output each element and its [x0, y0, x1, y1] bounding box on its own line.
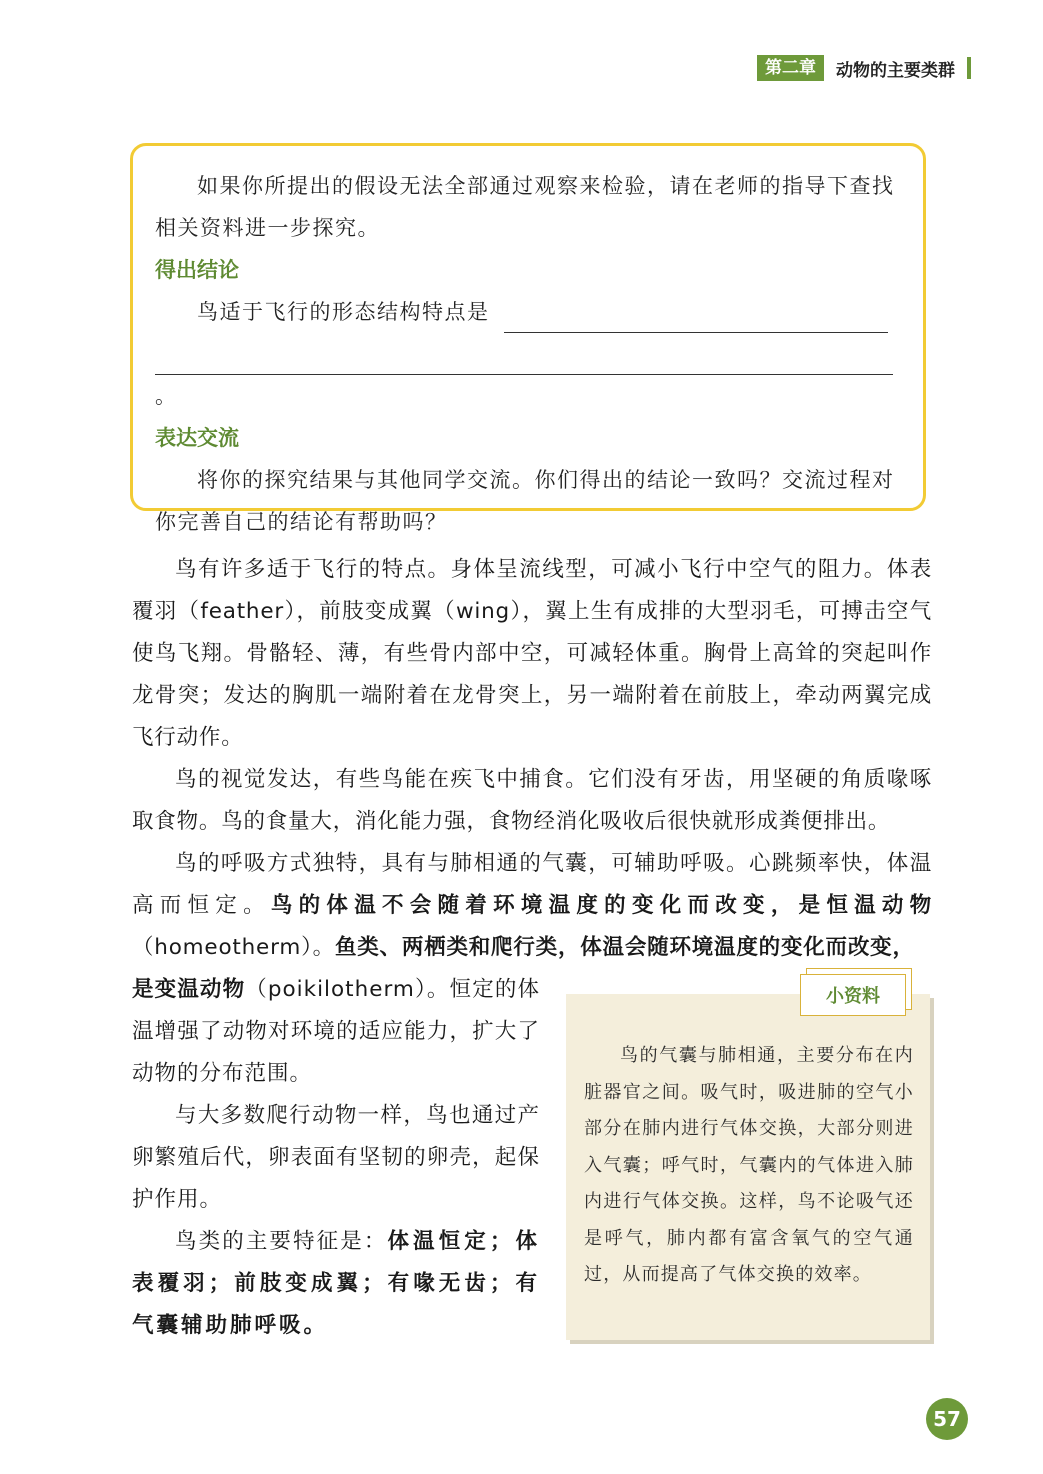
text-span: （poikilotherm）。恒定的体温增强了动物对环境的适应能力，扩大了动物的分布范围。: [132, 977, 540, 1086]
info-tag: 小资料: [800, 974, 906, 1016]
conclusion-prompt: 鸟适于飞行的形态结构特点是: [197, 300, 490, 324]
box-intro: 如果你所提出的假设无法全部通过观察来检验，请在老师的指导下查找相关资料进一步探究。: [155, 174, 895, 240]
text-span: 鸟的呼吸方式独特，具有与肺相通的气囊，可辅助呼吸。心跳频率快，体温高而恒定。: [132, 851, 932, 918]
conclusion-line: [155, 291, 907, 333]
period: 。: [155, 384, 178, 408]
paragraph-vision: 鸟的视觉发达，有些鸟能在疾飞中捕食。它们没有牙齿，用坚硬的角质喙啄取食物。鸟的食量大，消化能力强，食物经消化吸收后很快就形成粪便排出。: [132, 767, 932, 834]
inquiry-box: [130, 143, 926, 534]
paragraph-respiration: [132, 843, 932, 969]
text-span: 鸟类的主要特征是：: [175, 1229, 388, 1254]
bold-span: 鱼类、两栖类和爬行类，体温会随环境温度的变化而改变，: [334, 935, 915, 960]
chapter-title: 动物的主要类群: [836, 60, 955, 81]
text-span: （homeotherm）。: [132, 935, 335, 960]
heading-conclusion: 得出结论: [155, 258, 239, 282]
box-exchange: 将你的探究结果与其他同学交流。你们得出的结论一致吗？交流过程对你完善自己的结论有帮助吗？: [155, 468, 895, 534]
chapter-bar: [967, 57, 971, 79]
paragraph-reproduction: 与大多数爬行动物一样，鸟也通过产卵繁殖后代，卵表面有坚韧的卵壳，起保护作用。: [132, 1103, 540, 1212]
info-paragraph: 鸟的气囊与肺相通，主要分布在内脏器官之间。吸气时，吸进肺的空气小部分在肺内进行气体交换，大部分则进入气囊；呼气时，气囊内的气体进入肺内进行气体交换。这样，鸟不论吸气还是呼气，肺内都有富含氧气的空气通过，从而提高了气体交换的效率。: [584, 1045, 914, 1285]
chapter-tag: 第二章: [757, 55, 824, 81]
page-number: 57: [926, 1398, 968, 1440]
info-sidebar: [566, 986, 930, 1340]
answer-blank-2[interactable]: [155, 348, 893, 375]
bold-span: 鸟的体温不会随着环境温度的变化而改变，是恒温动物: [270, 893, 932, 918]
paragraph-flight: 鸟有许多适于飞行的特点。身体呈流线型，可减小飞行中空气的阻力。体表覆羽（feather），前肢变成翼（wing），翼上生有成排的大型羽毛，可搏击空气使鸟飞翔。骨骼轻、薄，有些骨内部中空，可减轻体重。胸骨上高耸的突起叫作龙骨突；发达的胸肌一端附着在龙骨突上，另一端附着在前肢上，牵动两翼完成飞行动作。: [132, 557, 932, 750]
left-column: [132, 969, 540, 1347]
answer-blank-1[interactable]: [504, 306, 888, 333]
main-text: [132, 549, 932, 969]
paragraph-ectotherm: [132, 969, 540, 1095]
bold-span: 是变温动物: [132, 977, 246, 1002]
conclusion-line-2: [155, 333, 907, 417]
bold-span: 体温恒定；体表覆羽；前肢变成翼；有喙无齿；有气囊辅助肺呼吸。: [132, 1229, 540, 1338]
chapter-header: [757, 55, 971, 81]
info-body: [584, 1038, 914, 1294]
paragraph-features: [132, 1221, 540, 1347]
heading-exchange: 表达交流: [155, 426, 239, 450]
